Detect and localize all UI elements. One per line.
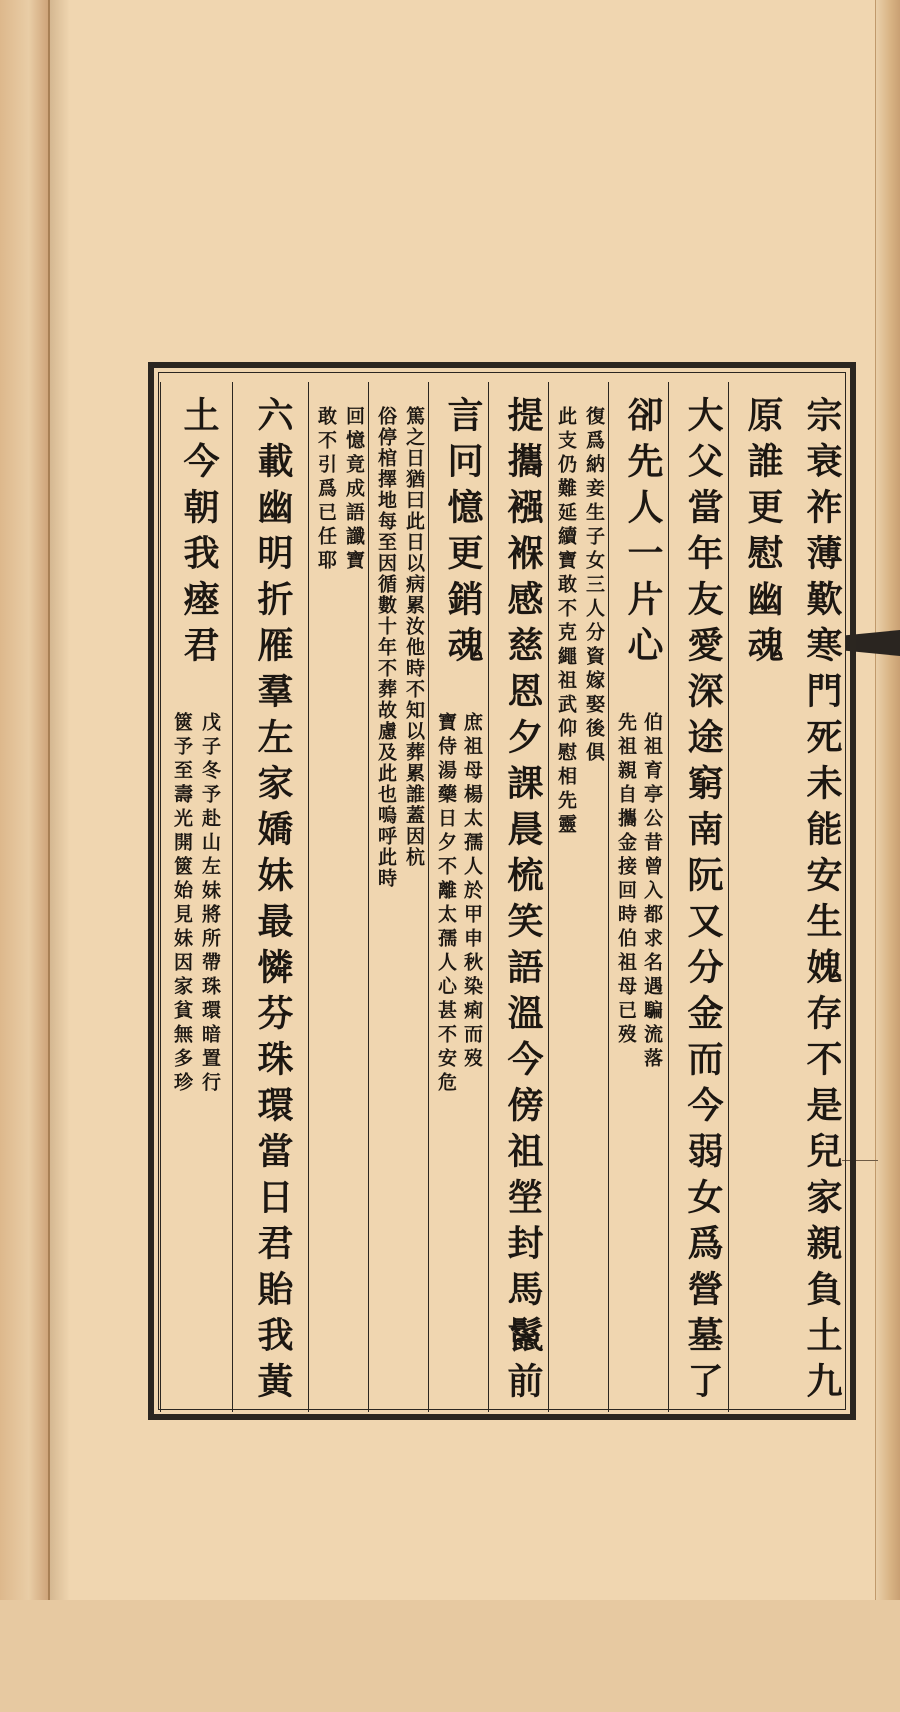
column-3: [668, 382, 728, 1412]
column-5: [548, 382, 608, 1412]
annotation-pair: [609, 712, 669, 1712]
text-frame: [148, 362, 856, 1420]
annotation-line: 此支仍難延續寶敢不克繩祖武仰慰相先靈: [555, 406, 577, 838]
column-7: [428, 382, 488, 1412]
column-11: [160, 382, 232, 1412]
annotation-line: 庶祖母楊太孺人於甲申秋染痢而歿: [461, 712, 483, 1072]
annotation-line: 敢不引爲已任耶: [315, 406, 337, 574]
left-page-edge: [0, 0, 50, 1600]
column-8: [368, 382, 428, 1412]
annotation-line: 俗停棺擇地每至因循數十年不葬故慮及此也嗚呼此時: [375, 406, 397, 889]
annotation-line: 篋予至壽光開篋始見妹因家貧無多珍: [171, 712, 193, 1096]
column-6: [488, 382, 548, 1412]
annotation-line: 伯祖育亭公昔曾入都求名遇騙流落: [641, 712, 663, 1072]
verse-line: 六載幽明折雁羣左家嬌妹最憐芬珠環當日君貽我黃: [252, 396, 294, 1408]
column-9: [308, 382, 368, 1412]
annotation-line: 戊子冬予赴山左妹將所帶珠環暗置行: [199, 712, 221, 1096]
verse-line: 提攜襁褓感慈恩夕課晨梳笑語溫今傍祖塋封馬鬣前: [502, 396, 544, 1408]
right-page-edge: [875, 0, 900, 1600]
annotation-line: 先祖親自攜金接回時伯祖母已歿: [615, 712, 637, 1048]
verse-line: 卻先人一片心: [622, 396, 664, 672]
annotation-line: 復爲納妾生子女三人分資嫁娶後俱: [583, 406, 605, 766]
annotation-pair: [161, 712, 233, 1712]
annotation-line: 寶侍湯藥日夕不離太孺人心甚不安危: [435, 712, 457, 1096]
column-10: [232, 382, 308, 1412]
verse-line: 土今朝我瘞君: [178, 396, 220, 672]
annotation-line: 篤之日猶曰此日以病累汝他時不知以葬累誰蓋因杭: [403, 406, 425, 868]
annotation-pair: [429, 712, 489, 1712]
gutter-shadow: [48, 0, 70, 1600]
column-4: [608, 382, 668, 1412]
verse-line: 大父當年友愛深途窮南阮又分金而今弱女爲營墓了: [682, 396, 724, 1408]
column-1: [788, 382, 848, 1412]
column-2: [728, 382, 788, 1412]
annotation-line: 回憶竟成語讖寶: [343, 406, 365, 574]
verse-line: 宗衰祚薄歎寒門死未能安生媿存不是兒家親負土九: [801, 396, 843, 1408]
verse-line: 原誰更慰幽魂: [742, 396, 784, 672]
verse-line: 言冋憶更銷魂: [442, 396, 484, 672]
